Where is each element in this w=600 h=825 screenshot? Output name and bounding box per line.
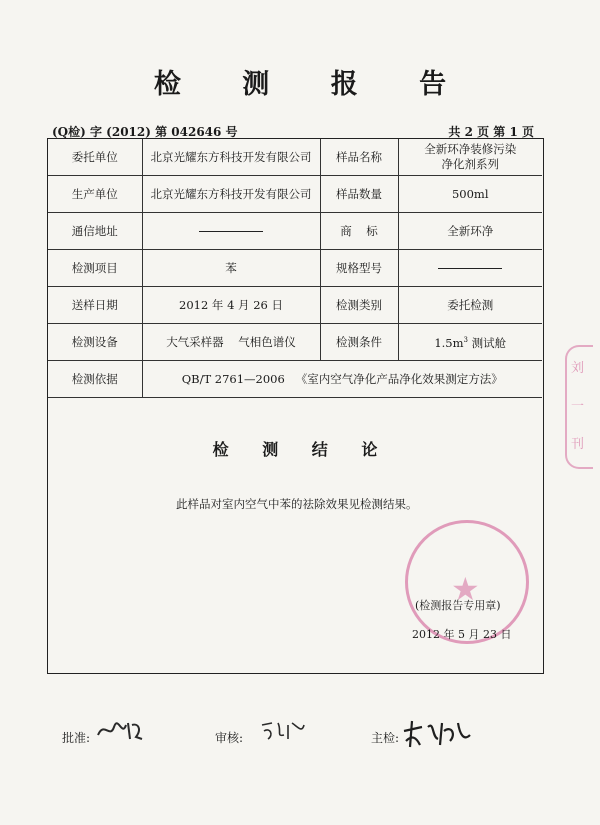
page-info: 共 2 页 第 1 页	[448, 125, 534, 139]
spec-model-label: 规格型号	[320, 250, 398, 287]
conclusion-title: 检 测 结 论	[212, 440, 392, 459]
sample-name-value: 全新环净装修污染 净化剂系列	[398, 139, 542, 176]
table-row	[48, 139, 542, 176]
table-row	[48, 176, 542, 213]
test-category-value: 委托检测	[398, 287, 542, 324]
test-condition-volume: 1.5m	[434, 335, 464, 350]
producer-label: 生产单位	[48, 176, 142, 213]
seal-label: (检测报告专用章)	[415, 599, 501, 612]
sample-quantity-value: 500ml	[398, 176, 542, 213]
trademark-value: 全新环净	[398, 213, 542, 250]
review-label: 审核:	[215, 731, 244, 745]
test-item-value: 苯	[142, 250, 320, 287]
blank-dash	[438, 268, 502, 269]
blank-dash	[199, 231, 263, 232]
report-number: (Q检) 字 (2012) 第 042646 号	[52, 125, 238, 139]
approve-signature	[96, 717, 146, 749]
client-label: 委托单位	[48, 139, 142, 176]
inspect-label: 主检:	[371, 731, 400, 745]
test-condition-value	[398, 324, 542, 361]
client-value: 北京光耀东方科技开发有限公司	[142, 139, 320, 176]
producer-value: 北京光耀东方科技开发有限公司	[142, 176, 320, 213]
delivery-date-label: 送样日期	[48, 287, 142, 324]
basis-value: QB/T 2761—2006 《室内空气净化产品净化效果测定方法》	[142, 361, 542, 398]
table-row	[48, 250, 542, 287]
info-table	[48, 139, 542, 398]
side-seal-stamp: 刘 一 刊	[565, 345, 593, 469]
table-row	[48, 213, 542, 250]
seal-date: 2012 年 5 月 23 日	[412, 628, 512, 641]
sample-quantity-label: 样品数量	[320, 176, 398, 213]
equipment-value: 大气采样器 气相色谱仪	[142, 324, 320, 361]
delivery-date-value: 2012 年 4 月 26 日	[142, 287, 320, 324]
cubic-superscript: 3	[463, 336, 468, 345]
spec-model-value	[398, 250, 542, 287]
sample-name-label: 样品名称	[320, 139, 398, 176]
table-row	[48, 287, 542, 324]
basis-label: 检测依据	[48, 361, 142, 398]
trademark-label: 商 标	[320, 213, 398, 250]
table-row	[48, 324, 542, 361]
address-label: 通信地址	[48, 213, 142, 250]
conclusion-text: 此样品对室内空气中苯的祛除效果见检测结果。	[176, 497, 418, 511]
test-category-label: 检测类别	[320, 287, 398, 324]
inspect-signature	[402, 717, 472, 755]
review-signature	[258, 717, 308, 749]
test-item-label: 检测项目	[48, 250, 142, 287]
report-title: 检 测 报 告	[153, 69, 473, 100]
seal-star-icon: ★	[451, 570, 480, 608]
address-value	[142, 213, 320, 250]
equipment-label: 检测设备	[48, 324, 142, 361]
approve-label: 批准:	[62, 731, 91, 745]
test-condition-chamber: 测试舱	[468, 335, 507, 350]
test-condition-label: 检测条件	[320, 324, 398, 361]
table-row	[48, 361, 542, 398]
